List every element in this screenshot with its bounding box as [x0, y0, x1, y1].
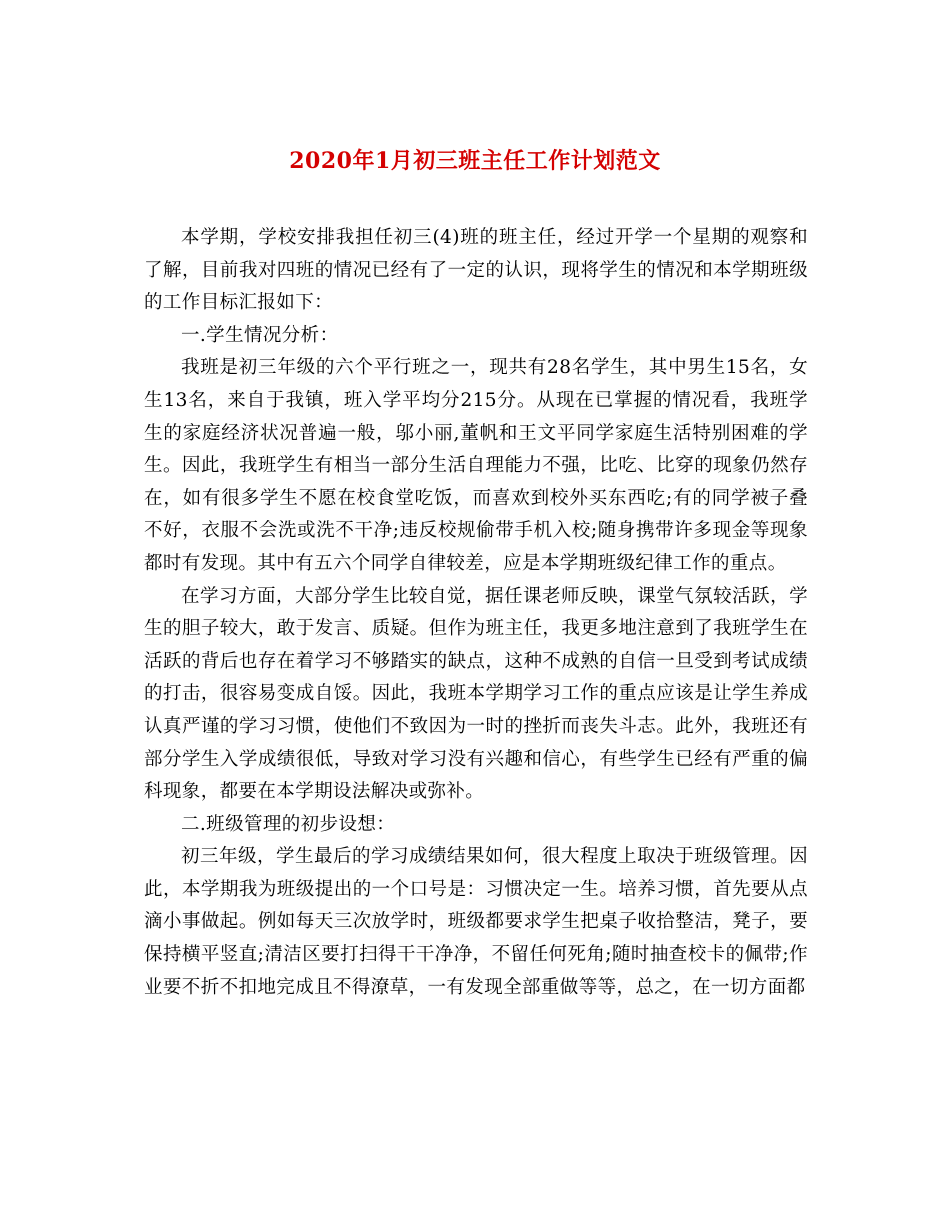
paragraph-intro: 本学期，学校安排我担任初三(4)班的班主任，经过开学一个星期的观察和了解，目前我对四班的情况已经有了一定的认识，现将学生的情况和本学期班级的工作目标汇报如下：: [144, 227, 808, 314]
section-heading-1: 一.学生情况分析：: [181, 324, 339, 346]
paragraph-student-situation: 我班是初三年级的六个平行班之一，现共有28名学生，其中男生15名，女生13名，来自于我镇，班入学平均分215分。从现在已掌握的情况看，我班学生的家庭经济状况普遍一般，邬小丽,董帆和王文平同学家庭生活特别困难的学生。因此，我班学生有相当一部分生活自理能力不强，比吃、比穿的现象仍然存在，如有很多学生不愿在校食堂吃饭，而喜欢到校外买东西吃;有的同学被子叠不好，衣服不会洗或洗不干净;违反校规偷带手机入校;随身携带许多现金等现象都时有发现。其中有五六个同学自律较差，应是本学期班级纪律工作的重点。: [144, 357, 808, 574]
section-heading-2: 二.班级管理的初步设想：: [181, 813, 396, 835]
document-title: 2020年1月初三班主任工作计划范文: [289, 148, 661, 174]
paragraph-study: 在学习方面，大部分学生比较自觉，据任课老师反映，课堂气氛较活跃，学生的胆子较大，敢于发言、质疑。但作为班主任，我更多地注意到了我班学生在活跃的背后也存在着学习不够踏实的缺点，这种不成熟的自信一旦受到考试成绩的打击，很容易变成自馁。因此，我班本学期学习工作的重点应该是让学生养成认真严谨的学习习惯，使他们不致因为一时的挫折而丧失斗志。此外，我班还有部分学生入学成绩很低，导致对学习没有兴趣和信心，有些学生已经有严重的偏科现象，都要在本学期设法解决或弥补。: [144, 585, 808, 803]
document-body: [144, 222, 808, 1004]
paragraph-management: 初三年级，学生最后的学习成绩结果如何，很大程度上取决于班级管理。因此，本学期我为班级提出的一个口号是：习惯决定一生。培养习惯，首先要从点滴小事做起。例如每天三次放学时，班级都要求学生把桌子收拾整洁，凳子，要保持横平竖直;清洁区要打扫得干干净净，不留任何死角;随时抽查校卡的佩带;作业要不折不扣地完成且不得潦草，一有发现全部重做等等，总之，在一切方面都: [144, 846, 808, 998]
